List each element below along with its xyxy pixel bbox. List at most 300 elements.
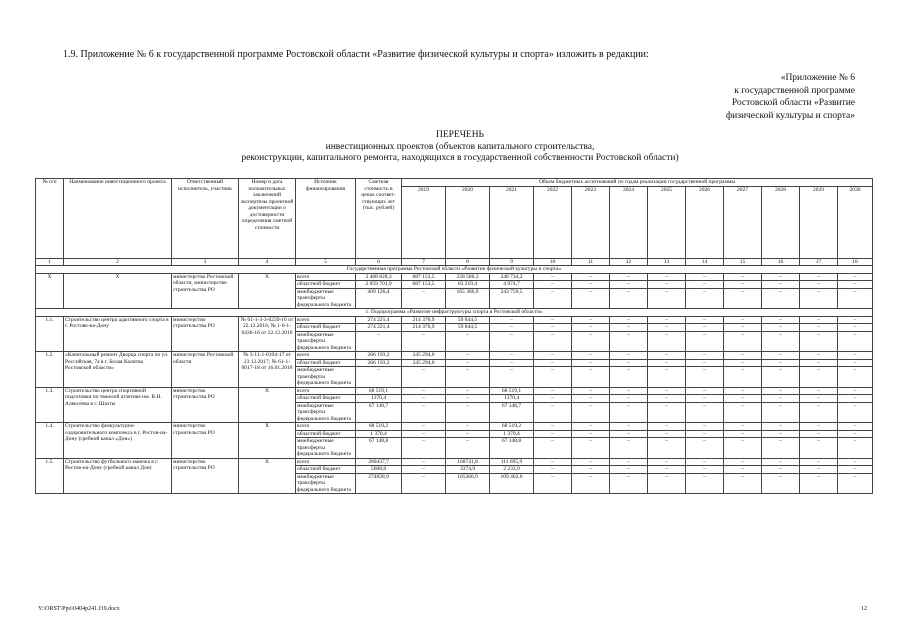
- column-number: 18: [838, 258, 873, 266]
- year-value: 63 219,4: [446, 281, 490, 289]
- table-row: [36, 387, 873, 395]
- year-value: –: [572, 458, 610, 466]
- year-value: 245 294,0: [402, 359, 446, 367]
- year-value: –: [572, 387, 610, 395]
- year-value: –: [402, 473, 446, 494]
- year-value: –: [648, 466, 686, 474]
- project-name: Строительство центра адаптивного спорта в г. Ростове-на-Дону: [64, 316, 172, 352]
- funding-source: всего: [296, 273, 356, 281]
- column-numbers-row: [36, 258, 873, 266]
- column-number: 6: [356, 258, 402, 266]
- row-number: 1.5.: [36, 458, 64, 494]
- year-value: –: [402, 367, 446, 388]
- year-value: –: [534, 430, 572, 438]
- year-value: –: [762, 324, 800, 332]
- year-value: –: [686, 331, 724, 352]
- year-value: –: [838, 316, 873, 324]
- year-value: –: [686, 288, 724, 309]
- year-value: –: [724, 288, 762, 309]
- year-value: –: [724, 402, 762, 423]
- year-value: –: [800, 423, 838, 431]
- year-value: –: [724, 359, 762, 367]
- year-value: –: [686, 423, 724, 431]
- year-value: –: [610, 273, 648, 281]
- year-value: –: [838, 402, 873, 423]
- year-value: –: [572, 466, 610, 474]
- project-name: Строительство футбольного манежа в г. Ростов-на-Дону (гребной канал Дон): [64, 458, 172, 494]
- year-value: 243 759,5: [490, 288, 534, 309]
- year-value: –: [572, 395, 610, 403]
- year-value: –: [534, 438, 572, 459]
- year-value: –: [724, 352, 762, 360]
- funding-source: межбюджетные трансферты федерального бюджета: [296, 402, 356, 423]
- year-value: –: [686, 316, 724, 324]
- column-number: 11: [572, 258, 610, 266]
- row-number: 1.4.: [36, 423, 64, 459]
- header-doc: Номер и дата положительных заключений экспертизы проектной документации о достоверности определения сметной стоимости: [239, 179, 296, 259]
- year-value: –: [534, 352, 572, 360]
- year-value: –: [648, 316, 686, 324]
- year-value: –: [402, 466, 446, 474]
- year-value: –: [838, 458, 873, 466]
- year-value: –: [610, 331, 648, 352]
- header-source: Источник финансирования: [296, 179, 356, 259]
- year-value: –: [534, 473, 572, 494]
- year-value: –: [572, 359, 610, 367]
- year-value: –: [724, 473, 762, 494]
- year-value: 68 519,2: [490, 423, 534, 431]
- year-value: –: [686, 324, 724, 332]
- year-value: –: [838, 273, 873, 281]
- column-number: 15: [724, 258, 762, 266]
- year-value: 1 370,4: [490, 430, 534, 438]
- program-title-row-text: Государственная программа Ростовской области «Развитие физической культуры и спорта»: [36, 266, 873, 274]
- funding-source: всего: [296, 458, 356, 466]
- project-executor: министерство строительства РО: [172, 316, 239, 352]
- project-expertise: Х: [239, 423, 296, 459]
- year-value: –: [762, 458, 800, 466]
- page-number: 12: [861, 606, 867, 612]
- year-header: 2022: [534, 186, 572, 258]
- year-value: –: [686, 473, 724, 494]
- year-value: –: [572, 423, 610, 431]
- column-number: 3: [172, 258, 239, 266]
- row-number: Х: [36, 273, 64, 309]
- year-value: –: [534, 423, 572, 431]
- year-value: –: [838, 473, 873, 494]
- year-header: 2030: [838, 186, 873, 258]
- year-value: –: [762, 273, 800, 281]
- year-value: –: [446, 387, 490, 395]
- estimated-cost: 67 148,7: [356, 402, 402, 423]
- year-value: 67 148,7: [490, 402, 534, 423]
- year-value: –: [610, 466, 648, 474]
- year-value: –: [800, 473, 838, 494]
- year-value: –: [762, 395, 800, 403]
- year-value: –: [800, 387, 838, 395]
- funding-source: всего: [296, 316, 356, 324]
- investment-projects-table: [35, 178, 873, 494]
- project-executor: министерство строительства РО: [172, 387, 239, 423]
- column-number: 17: [800, 258, 838, 266]
- year-value: –: [762, 367, 800, 388]
- project-name: Строительство центра спортивной подготовки по тяжелой атлетике им. В.Н. Алексеева в г. Шахты: [64, 387, 172, 423]
- column-number: 5: [296, 258, 356, 266]
- year-value: –: [648, 288, 686, 309]
- year-value: –: [724, 316, 762, 324]
- estimated-cost: 266 193,2: [356, 352, 402, 360]
- column-number: 1: [36, 258, 64, 266]
- year-value: –: [534, 288, 572, 309]
- year-value: –: [838, 466, 873, 474]
- appendix-header: [685, 72, 855, 122]
- year-header: 2025: [648, 186, 686, 258]
- year-value: –: [648, 423, 686, 431]
- year-value: –: [534, 466, 572, 474]
- year-value: –: [490, 352, 534, 360]
- year-value: –: [402, 288, 446, 309]
- column-number: 14: [686, 258, 724, 266]
- year-value: 214 376,9: [402, 316, 446, 324]
- column-number: 16: [762, 258, 800, 266]
- year-value: –: [534, 395, 572, 403]
- year-value: –: [838, 387, 873, 395]
- table-row: [36, 423, 873, 431]
- year-value: –: [762, 438, 800, 459]
- year-value: –: [572, 473, 610, 494]
- funding-source: межбюджетные трансферты федерального бюджета: [296, 473, 356, 494]
- appendix-line: «Приложение № 6: [780, 73, 855, 83]
- project-name: Х: [64, 273, 172, 309]
- year-value: –: [534, 458, 572, 466]
- year-value: –: [762, 387, 800, 395]
- title-line-2: реконструкции, капитального ремонта, находящихся в государственной собственности Ростовской области): [241, 153, 679, 163]
- year-value: –: [724, 281, 762, 289]
- year-value: –: [402, 387, 446, 395]
- year-value: –: [610, 359, 648, 367]
- column-number: 9: [490, 258, 534, 266]
- year-value: –: [402, 423, 446, 431]
- year-value: –: [648, 402, 686, 423]
- year-value: –: [648, 473, 686, 494]
- year-value: –: [838, 281, 873, 289]
- year-value: –: [686, 438, 724, 459]
- year-value: –: [762, 288, 800, 309]
- year-value: –: [800, 458, 838, 466]
- program-title-row: [36, 266, 873, 274]
- year-value: –: [762, 281, 800, 289]
- year-value: –: [490, 367, 534, 388]
- year-value: –: [800, 273, 838, 281]
- funding-source: всего: [296, 387, 356, 395]
- year-value: 228 586,3: [446, 273, 490, 281]
- year-value: –: [610, 352, 648, 360]
- year-header: 2024: [610, 186, 648, 258]
- year-value: –: [610, 288, 648, 309]
- funding-source: межбюджетные трансферты федерального бюджета: [296, 331, 356, 352]
- year-value: –: [686, 387, 724, 395]
- year-value: –: [686, 430, 724, 438]
- year-value: –: [402, 438, 446, 459]
- year-value: –: [572, 367, 610, 388]
- year-value: –: [686, 359, 724, 367]
- year-value: –: [724, 430, 762, 438]
- year-value: 59 844,5: [446, 324, 490, 332]
- year-value: –: [800, 430, 838, 438]
- funding-source: областной бюджет: [296, 430, 356, 438]
- year-value: 165 366,9: [446, 288, 490, 309]
- year-value: –: [446, 331, 490, 352]
- year-value: –: [762, 402, 800, 423]
- year-value: –: [724, 438, 762, 459]
- year-value: –: [724, 466, 762, 474]
- footer-file-path: Y:\ORST\Ppo\0404p241.f19.docx: [38, 606, 120, 612]
- subprogram-title-row-text: 1. Подпрограмма «Развитие инфраструктуры спорта в Ростовской области»: [36, 309, 873, 317]
- year-value: –: [610, 458, 648, 466]
- estimated-cost: 67 148,8: [356, 438, 402, 459]
- column-number: 4: [239, 258, 296, 266]
- year-value: –: [648, 367, 686, 388]
- year-value: 2 233,9: [490, 466, 534, 474]
- estimated-cost: 274 221,4: [356, 324, 402, 332]
- project-name: «Капитальный ремонт Дворца спорта по ул. Российская, 7а в г. Белая Калитва Ростовской области»: [64, 352, 172, 388]
- year-value: 165366,9: [446, 473, 490, 494]
- table-row: [36, 352, 873, 360]
- estimated-cost: 68 519,1: [356, 387, 402, 395]
- year-value: –: [800, 281, 838, 289]
- year-value: 214 376,9: [402, 324, 446, 332]
- year-value: –: [648, 438, 686, 459]
- year-value: –: [648, 352, 686, 360]
- year-value: –: [800, 402, 838, 423]
- year-value: –: [838, 423, 873, 431]
- column-number: 12: [610, 258, 648, 266]
- column-number: 7: [402, 258, 446, 266]
- year-value: –: [686, 458, 724, 466]
- year-value: –: [402, 430, 446, 438]
- year-value: –: [800, 324, 838, 332]
- year-value: –: [610, 316, 648, 324]
- year-value: –: [610, 387, 648, 395]
- funding-source: областной бюджет: [296, 324, 356, 332]
- year-value: 687 153,5: [402, 281, 446, 289]
- project-executor: министерство Ростовской области, министерство строительства РО: [172, 273, 239, 309]
- column-number: 10: [534, 258, 572, 266]
- year-value: –: [800, 352, 838, 360]
- year-value: –: [446, 352, 490, 360]
- year-value: –: [534, 387, 572, 395]
- year-value: 67 148,8: [490, 438, 534, 459]
- year-value: –: [402, 395, 446, 403]
- header-name: Наименование инвестиционного проекта: [64, 179, 172, 259]
- year-value: –: [724, 367, 762, 388]
- year-value: –: [572, 324, 610, 332]
- year-value: 3374,9: [446, 466, 490, 474]
- year-value: –: [610, 438, 648, 459]
- year-value: –: [838, 324, 873, 332]
- year-value: –: [572, 402, 610, 423]
- year-value: –: [572, 352, 610, 360]
- estimated-cost: 2 059 701,9: [356, 281, 402, 289]
- subprogram-title-row: [36, 309, 873, 317]
- funding-source: межбюджетные трансферты федерального бюджета: [296, 288, 356, 309]
- year-value: –: [686, 367, 724, 388]
- year-value: –: [838, 331, 873, 352]
- year-value: –: [838, 438, 873, 459]
- year-value: –: [800, 288, 838, 309]
- year-header: 2026: [686, 186, 724, 258]
- estimated-cost: 3 468 828,3: [356, 273, 402, 281]
- year-value: 248 734,2: [490, 273, 534, 281]
- year-value: –: [490, 324, 534, 332]
- estimated-cost: 68 519,2: [356, 423, 402, 431]
- year-value: –: [686, 273, 724, 281]
- year-value: –: [534, 359, 572, 367]
- row-number: 1.2.: [36, 352, 64, 388]
- funding-source: межбюджетные трансферты федерального бюджета: [296, 367, 356, 388]
- year-value: –: [724, 387, 762, 395]
- year-value: –: [648, 359, 686, 367]
- year-value: –: [402, 402, 446, 423]
- year-value: –: [838, 288, 873, 309]
- year-value: 1370,4: [490, 395, 534, 403]
- column-number: 2: [64, 258, 172, 266]
- year-value: –: [762, 466, 800, 474]
- year-value: –: [724, 324, 762, 332]
- year-value: –: [762, 359, 800, 367]
- year-value: –: [572, 438, 610, 459]
- table-body: [36, 266, 873, 494]
- estimated-cost: 1 370,4: [356, 430, 402, 438]
- funding-source: всего: [296, 352, 356, 360]
- year-value: –: [490, 331, 534, 352]
- title-line-1: инвестиционных проектов (объектов капитального строительства,: [325, 141, 595, 152]
- year-value: –: [490, 359, 534, 367]
- estimated-cost: 280437,7: [356, 458, 402, 466]
- year-value: –: [446, 359, 490, 367]
- year-value: –: [648, 387, 686, 395]
- year-value: –: [762, 352, 800, 360]
- year-value: –: [534, 273, 572, 281]
- year-value: –: [490, 316, 534, 324]
- header-num: № п/п: [36, 179, 64, 259]
- year-value: –: [648, 273, 686, 281]
- year-value: –: [446, 395, 490, 403]
- year-value: –: [610, 281, 648, 289]
- year-header: 2023: [572, 186, 610, 258]
- year-value: –: [762, 331, 800, 352]
- year-value: –: [446, 430, 490, 438]
- year-value: 59 844,5: [446, 316, 490, 324]
- year-value: –: [686, 281, 724, 289]
- year-value: –: [534, 402, 572, 423]
- year-value: –: [838, 395, 873, 403]
- project-executor: министерство Ростовской области: [172, 352, 239, 388]
- year-value: –: [572, 430, 610, 438]
- year-value: –: [610, 324, 648, 332]
- year-value: –: [800, 331, 838, 352]
- year-value: –: [800, 367, 838, 388]
- project-expertise: № 61-1-3-3-0239-16 от 22.12.2016; № 1-6-1-0436-16 от 22.12.2016: [239, 316, 296, 352]
- year-value: –: [610, 395, 648, 403]
- year-value: 109 462,0: [490, 473, 534, 494]
- year-value: –: [610, 402, 648, 423]
- table-row: [36, 316, 873, 324]
- year-value: –: [534, 281, 572, 289]
- project-expertise: № 3-11-1-0104-17 от 23.12.2017; № 61-1-0017-18 от 16.01.2018: [239, 352, 296, 388]
- year-value: –: [724, 423, 762, 431]
- project-expertise: Х: [239, 273, 296, 309]
- year-value: –: [762, 423, 800, 431]
- header-executor: Ответственный исполнитель, участник: [172, 179, 239, 259]
- year-value: –: [648, 430, 686, 438]
- year-header: 2019: [402, 186, 446, 258]
- year-value: –: [446, 423, 490, 431]
- estimated-cost: 274828,9: [356, 473, 402, 494]
- year-value: –: [838, 430, 873, 438]
- appendix-line: к государственной программе: [734, 85, 855, 96]
- year-header: 2021: [490, 186, 534, 258]
- year-value: –: [402, 458, 446, 466]
- year-value: –: [762, 430, 800, 438]
- year-value: –: [572, 288, 610, 309]
- year-value: –: [572, 331, 610, 352]
- year-value: 4 974,7: [490, 281, 534, 289]
- header-cost: Сметная стоимость в ценах соответ-ствующих лет (тыс. рублей): [356, 179, 402, 259]
- row-number: 1.3.: [36, 387, 64, 423]
- year-value: –: [800, 316, 838, 324]
- funding-source: областной бюджет: [296, 281, 356, 289]
- project-executor: министерство строительства РО: [172, 423, 239, 459]
- year-value: –: [838, 352, 873, 360]
- year-value: –: [686, 395, 724, 403]
- year-header: 2027: [724, 186, 762, 258]
- year-value: –: [648, 281, 686, 289]
- project-name: Строительство физкультурно-оздоровительного комплекса в г. Ростов-на-Дону (гребной канал «Дон»): [64, 423, 172, 459]
- column-number: 13: [648, 258, 686, 266]
- funding-source: областной бюджет: [296, 466, 356, 474]
- estimated-cost: 1370,4: [356, 395, 402, 403]
- year-value: –: [534, 316, 572, 324]
- year-value: –: [686, 466, 724, 474]
- year-value: –: [534, 331, 572, 352]
- year-header: 2028: [762, 186, 800, 258]
- year-value: –: [724, 273, 762, 281]
- estimated-cost: –: [356, 367, 402, 388]
- year-value: –: [534, 367, 572, 388]
- appendix-line: физической культуры и спорта»: [725, 110, 855, 121]
- year-value: –: [534, 324, 572, 332]
- year-value: 245 294,0: [402, 352, 446, 360]
- row-number: 1.1.: [36, 316, 64, 352]
- header-funding: Объем бюджетных ассигнований по годам реализации государственной программы: [402, 179, 873, 187]
- project-expertise: Х: [239, 458, 296, 494]
- title-heading: ПЕРЕЧЕНЬ: [435, 130, 485, 140]
- year-value: –: [446, 438, 490, 459]
- year-value: –: [762, 316, 800, 324]
- year-value: –: [446, 402, 490, 423]
- project-executor: министерство строительства РО: [172, 458, 239, 494]
- year-value: –: [800, 438, 838, 459]
- year-value: 68 519,1: [490, 387, 534, 395]
- year-value: –: [402, 331, 446, 352]
- estimated-cost: –: [356, 331, 402, 352]
- year-value: –: [572, 316, 610, 324]
- year-value: –: [724, 458, 762, 466]
- funding-source: межбюджетные трансферты федерального бюджета: [296, 438, 356, 459]
- year-value: –: [724, 395, 762, 403]
- year-value: –: [838, 359, 873, 367]
